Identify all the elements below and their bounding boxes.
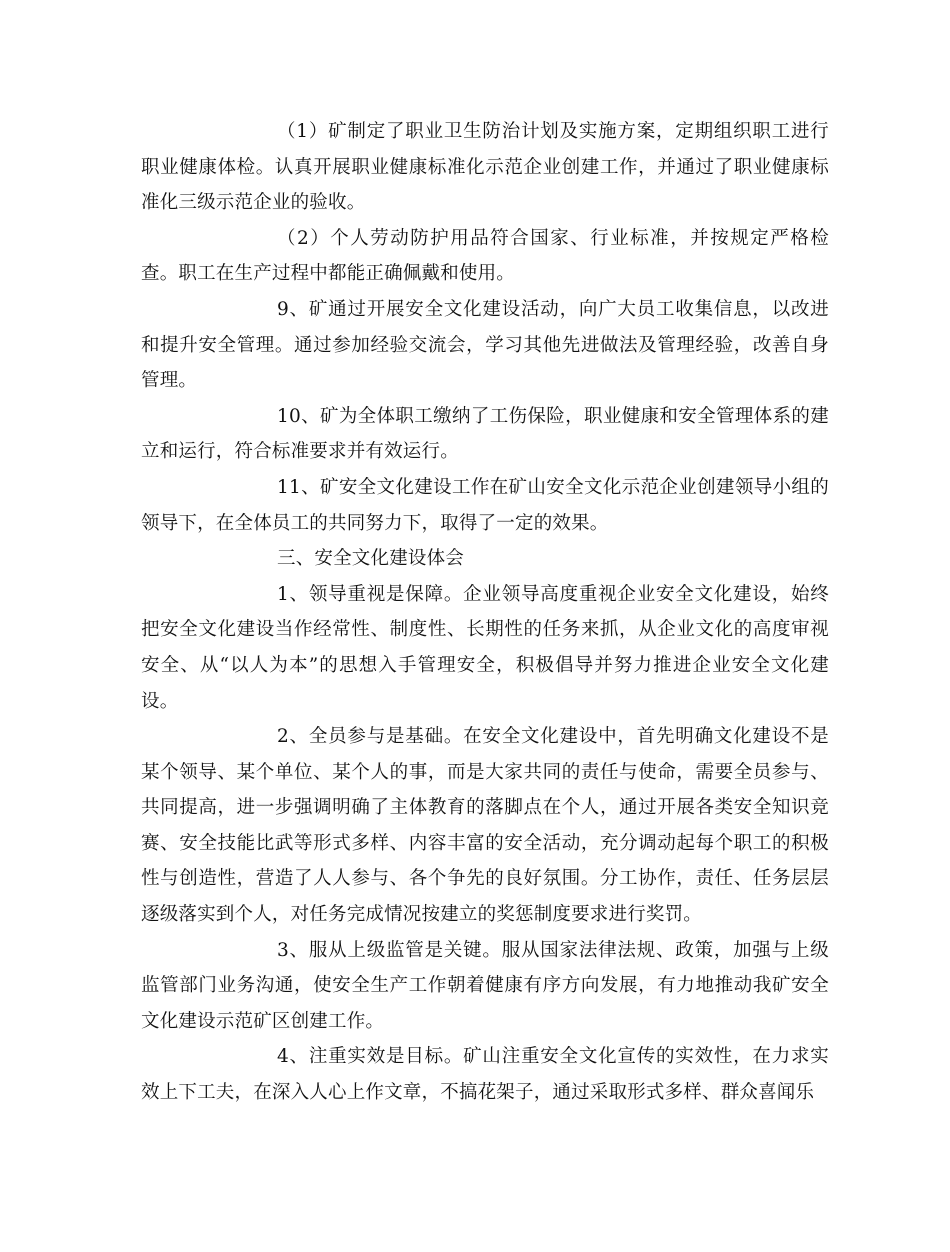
document-body bbox=[141, 114, 829, 1252]
paragraph-item-10: 10、矿为全体职工缴纳了工伤保险，职业健康和安全管理体系的建立和运行，符合标准要求并有效运行。 bbox=[141, 405, 829, 463]
paragraph-item-11: 11、矿安全文化建设工作在矿山安全文化示范企业创建领导小组的领导下，在全体员工的共同努力下，取得了一定的效果。 bbox=[141, 476, 829, 534]
paragraph-protective-equipment: （2）个人劳动防护用品符合国家、行业标准，并按规定严格检查。职工在生产过程中都能正确佩戴和使用。 bbox=[141, 227, 829, 285]
section-heading-experience: 三、安全文化建设体会 bbox=[277, 548, 465, 570]
paragraph-effectiveness: 4、注重实效是目标。矿山注重安全文化宣传的实效性，在力求实效上下工夫，在深入人心上作文章，不搞花架子，通过采取形式多样、群众喜闻乐 bbox=[141, 1046, 829, 1104]
paragraph-participation: 2、全员参与是基础。在安全文化建设中，首先明确文化建设不是某个领导、某个单位、某个人的事，而是大家共同的责任与使命，需要全员参与、共同提高，进一步强调明确了主体教育的落脚点在个人，通过开展各类安全知识竞赛、安全技能比武等形式多样、内容丰富的安全活动，充分调动起每个职工的积极性与创造性，营造了人人参与、各个争先的良好氛围。分工协作，责任、任务层层逐级落实到个人，对任务完成情况按建立的奖惩制度要求进行奖罚。 bbox=[141, 726, 829, 926]
paragraph-supervision: 3、服从上级监管是关键。服从国家法律法规、政策，加强与上级监管部门业务沟通，使安全生产工作朝着健康有序方向发展，有力地推动我矿安全文化建设示范矿区创建工作。 bbox=[141, 939, 829, 1032]
paragraph-occupational-health-plan: （1）矿制定了职业卫生防治计划及实施方案，定期组织职工进行职业健康体检。认真开展职业健康标准化示范企业创建工作，并通过了职业健康标准化三级示范企业的验收。 bbox=[141, 121, 829, 214]
paragraph-item-9: 9、矿通过开展安全文化建设活动，向广大员工收集信息，以改进和提升安全管理。通过参加经验交流会，学习其他先进做法及管理经验，改善自身管理。 bbox=[141, 298, 829, 392]
paragraph-leadership: 1、领导重视是保障。企业领导高度重视企业安全文化建设，始终把安全文化建设当作经常性、制度性、长期性的任务来抓，从企业文化的高度审视安全、从“以人为本”的思想入手管理安全，积极倡导并努力推进企业安全文化建设。 bbox=[141, 583, 829, 712]
